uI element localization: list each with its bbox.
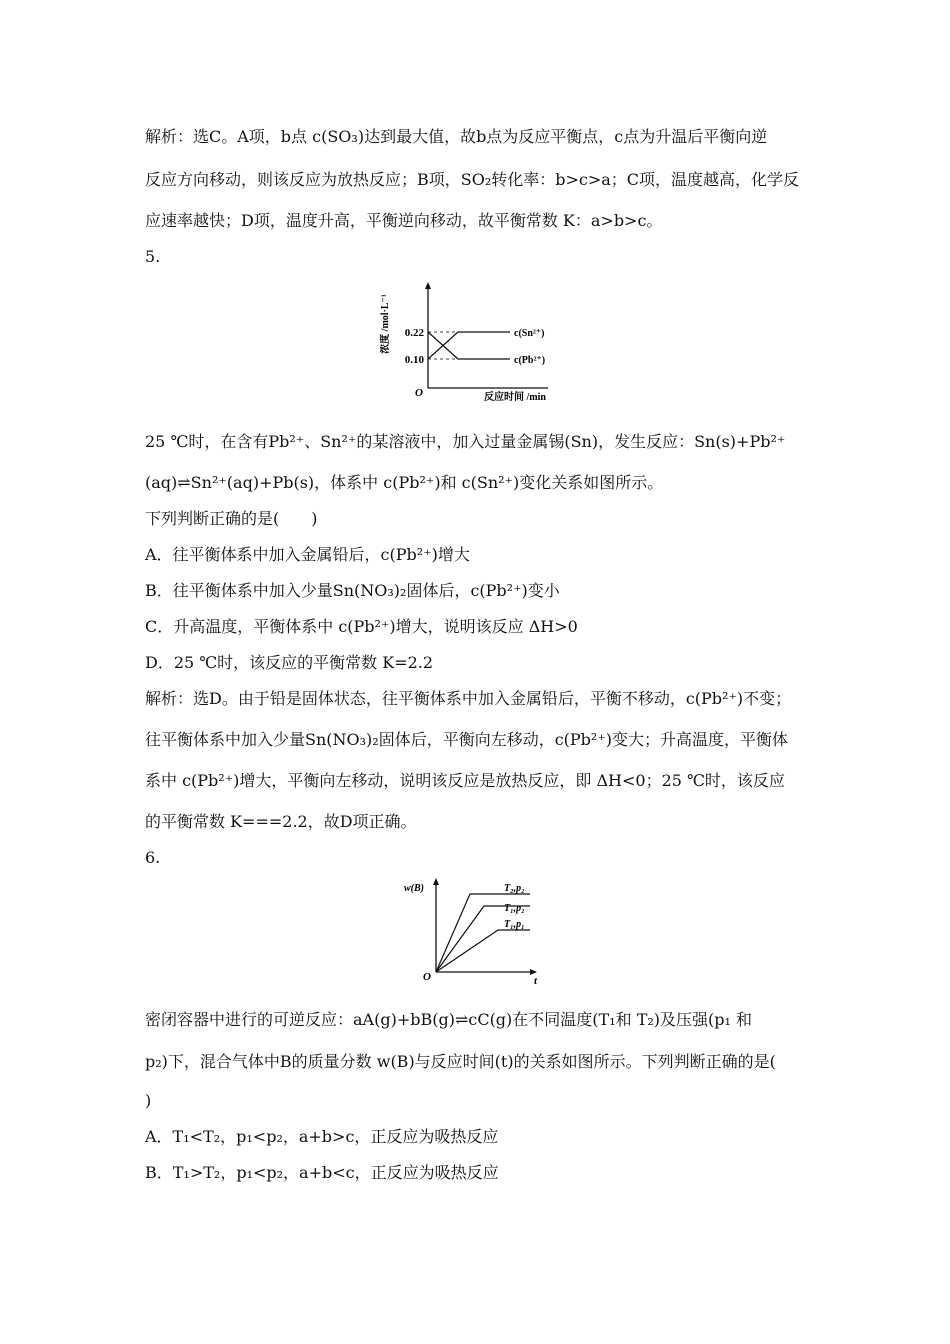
q5-analysis-line-2: 往平衡体系中加入少量Sn(NO₃)₂固体后，平衡向左移动，c(Pb²⁺)变大；升高温度，平衡体 [145, 730, 789, 749]
q5-analysis-line-4: 的平衡常数 K===2.2，故D项正确。 [145, 812, 417, 831]
q5-stem-line-3: 下列判断正确的是( ) [145, 509, 318, 528]
q5-number: 5. [145, 247, 161, 266]
q4-analysis-line-1: 解析：选C。A项，b点 c(SO₃)达到最大值，故b点为反应平衡点，c点为升温后平衡向逆 [145, 127, 768, 146]
q5-stem-line-1: 25 ℃时，在含有Pb²⁺、Sn²⁺的某溶液中，加入过量金属锡(Sn)，发生反应：Sn(s)+Pb²⁺ [145, 432, 786, 451]
legend-pb: c(Pb²⁺) [514, 355, 546, 366]
q4-analysis-line-2: 反应方向移动，则该反应为放热反应；B项，SO₂转化率：b>c>a；C项，温度越高，化学反 [145, 170, 800, 189]
tick-022: 0.22 [404, 327, 424, 339]
legend-t2p2: T₂,p₂ [504, 883, 525, 894]
q5-option-c: C．升高温度，平衡体系中 c(Pb²⁺)增大，说明该反应 ΔH>0 [145, 617, 578, 636]
series-t1p1 [436, 930, 530, 972]
q6-option-b: B．T₁>T₂，p₁<p₂，a+b<c，正反应为吸热反应 [145, 1163, 499, 1182]
q6-stem-line-2: p₂)下，混合气体中B的质量分数 w(B)与反应时间(t)的关系如图所示。下列判断正确的是( [145, 1052, 776, 1071]
origin-label: O [423, 971, 431, 983]
series-sn [428, 332, 510, 359]
q5-analysis-line-1: 解析：选D。由于铅是固体状态，往平衡体系中加入金属铅后，平衡不移动，c(Pb²⁺)不变； [145, 689, 792, 708]
x-axis-label: 反应时间 /min [484, 392, 546, 403]
q5-option-d: D．25 ℃时，该反应的平衡常数 K=2.2 [145, 653, 434, 672]
q6-stem-line-1: 密闭容器中进行的可逆反应：aA(g)+bB(g)⇌cC(g)在不同温度(T₁和 T₂)及压强(p₁ 和 [145, 1010, 753, 1029]
q4-analysis-line-3: 应速率越快；D项，温度升高，平衡逆向移动，故平衡常数 K：a>b>c。 [145, 211, 663, 230]
tick-010: 0.10 [404, 354, 424, 366]
x-axis-label: t [534, 975, 538, 987]
q5-option-a: A．往平衡体系中加入金属铅后，c(Pb²⁺)增大 [145, 545, 470, 564]
q5-analysis-line-3: 系中 c(Pb²⁺)增大，平衡向左移动，说明该反应是放热反应，即 ΔH<0；25 ℃时，该反应 [145, 771, 785, 790]
q6-wb-chart [400, 876, 550, 988]
y-axis-arrow [433, 878, 439, 885]
legend-t1p1: T₁,p₁ [504, 919, 525, 930]
q5-concentration-chart [380, 280, 580, 405]
y-axis-label: 浓度 /mol·L⁻¹ [380, 294, 391, 354]
q6-stem-line-3: ) [145, 1091, 152, 1110]
legend-sn: c(Sn²⁺) [514, 328, 545, 339]
q5-stem-line-2: (aq)⇌Sn²⁺(aq)+Pb(s)，体系中 c(Pb²⁺)和 c(Sn²⁺)变化关系如图所示。 [145, 473, 664, 492]
legend-t1p2: T₁,p₂ [504, 903, 525, 914]
q6-number: 6. [145, 848, 161, 867]
q5-option-b: B．往平衡体系中加入少量Sn(NO₃)₂固体后，c(Pb²⁺)变小 [145, 581, 560, 600]
origin-label: O [415, 387, 423, 399]
series-pb [428, 332, 510, 359]
y-axis-arrow [425, 282, 431, 289]
y-axis-label: w(B) [404, 883, 424, 894]
q6-option-a: A．T₁<T₂，p₁<p₂，a+b>c，正反应为吸热反应 [145, 1127, 499, 1146]
